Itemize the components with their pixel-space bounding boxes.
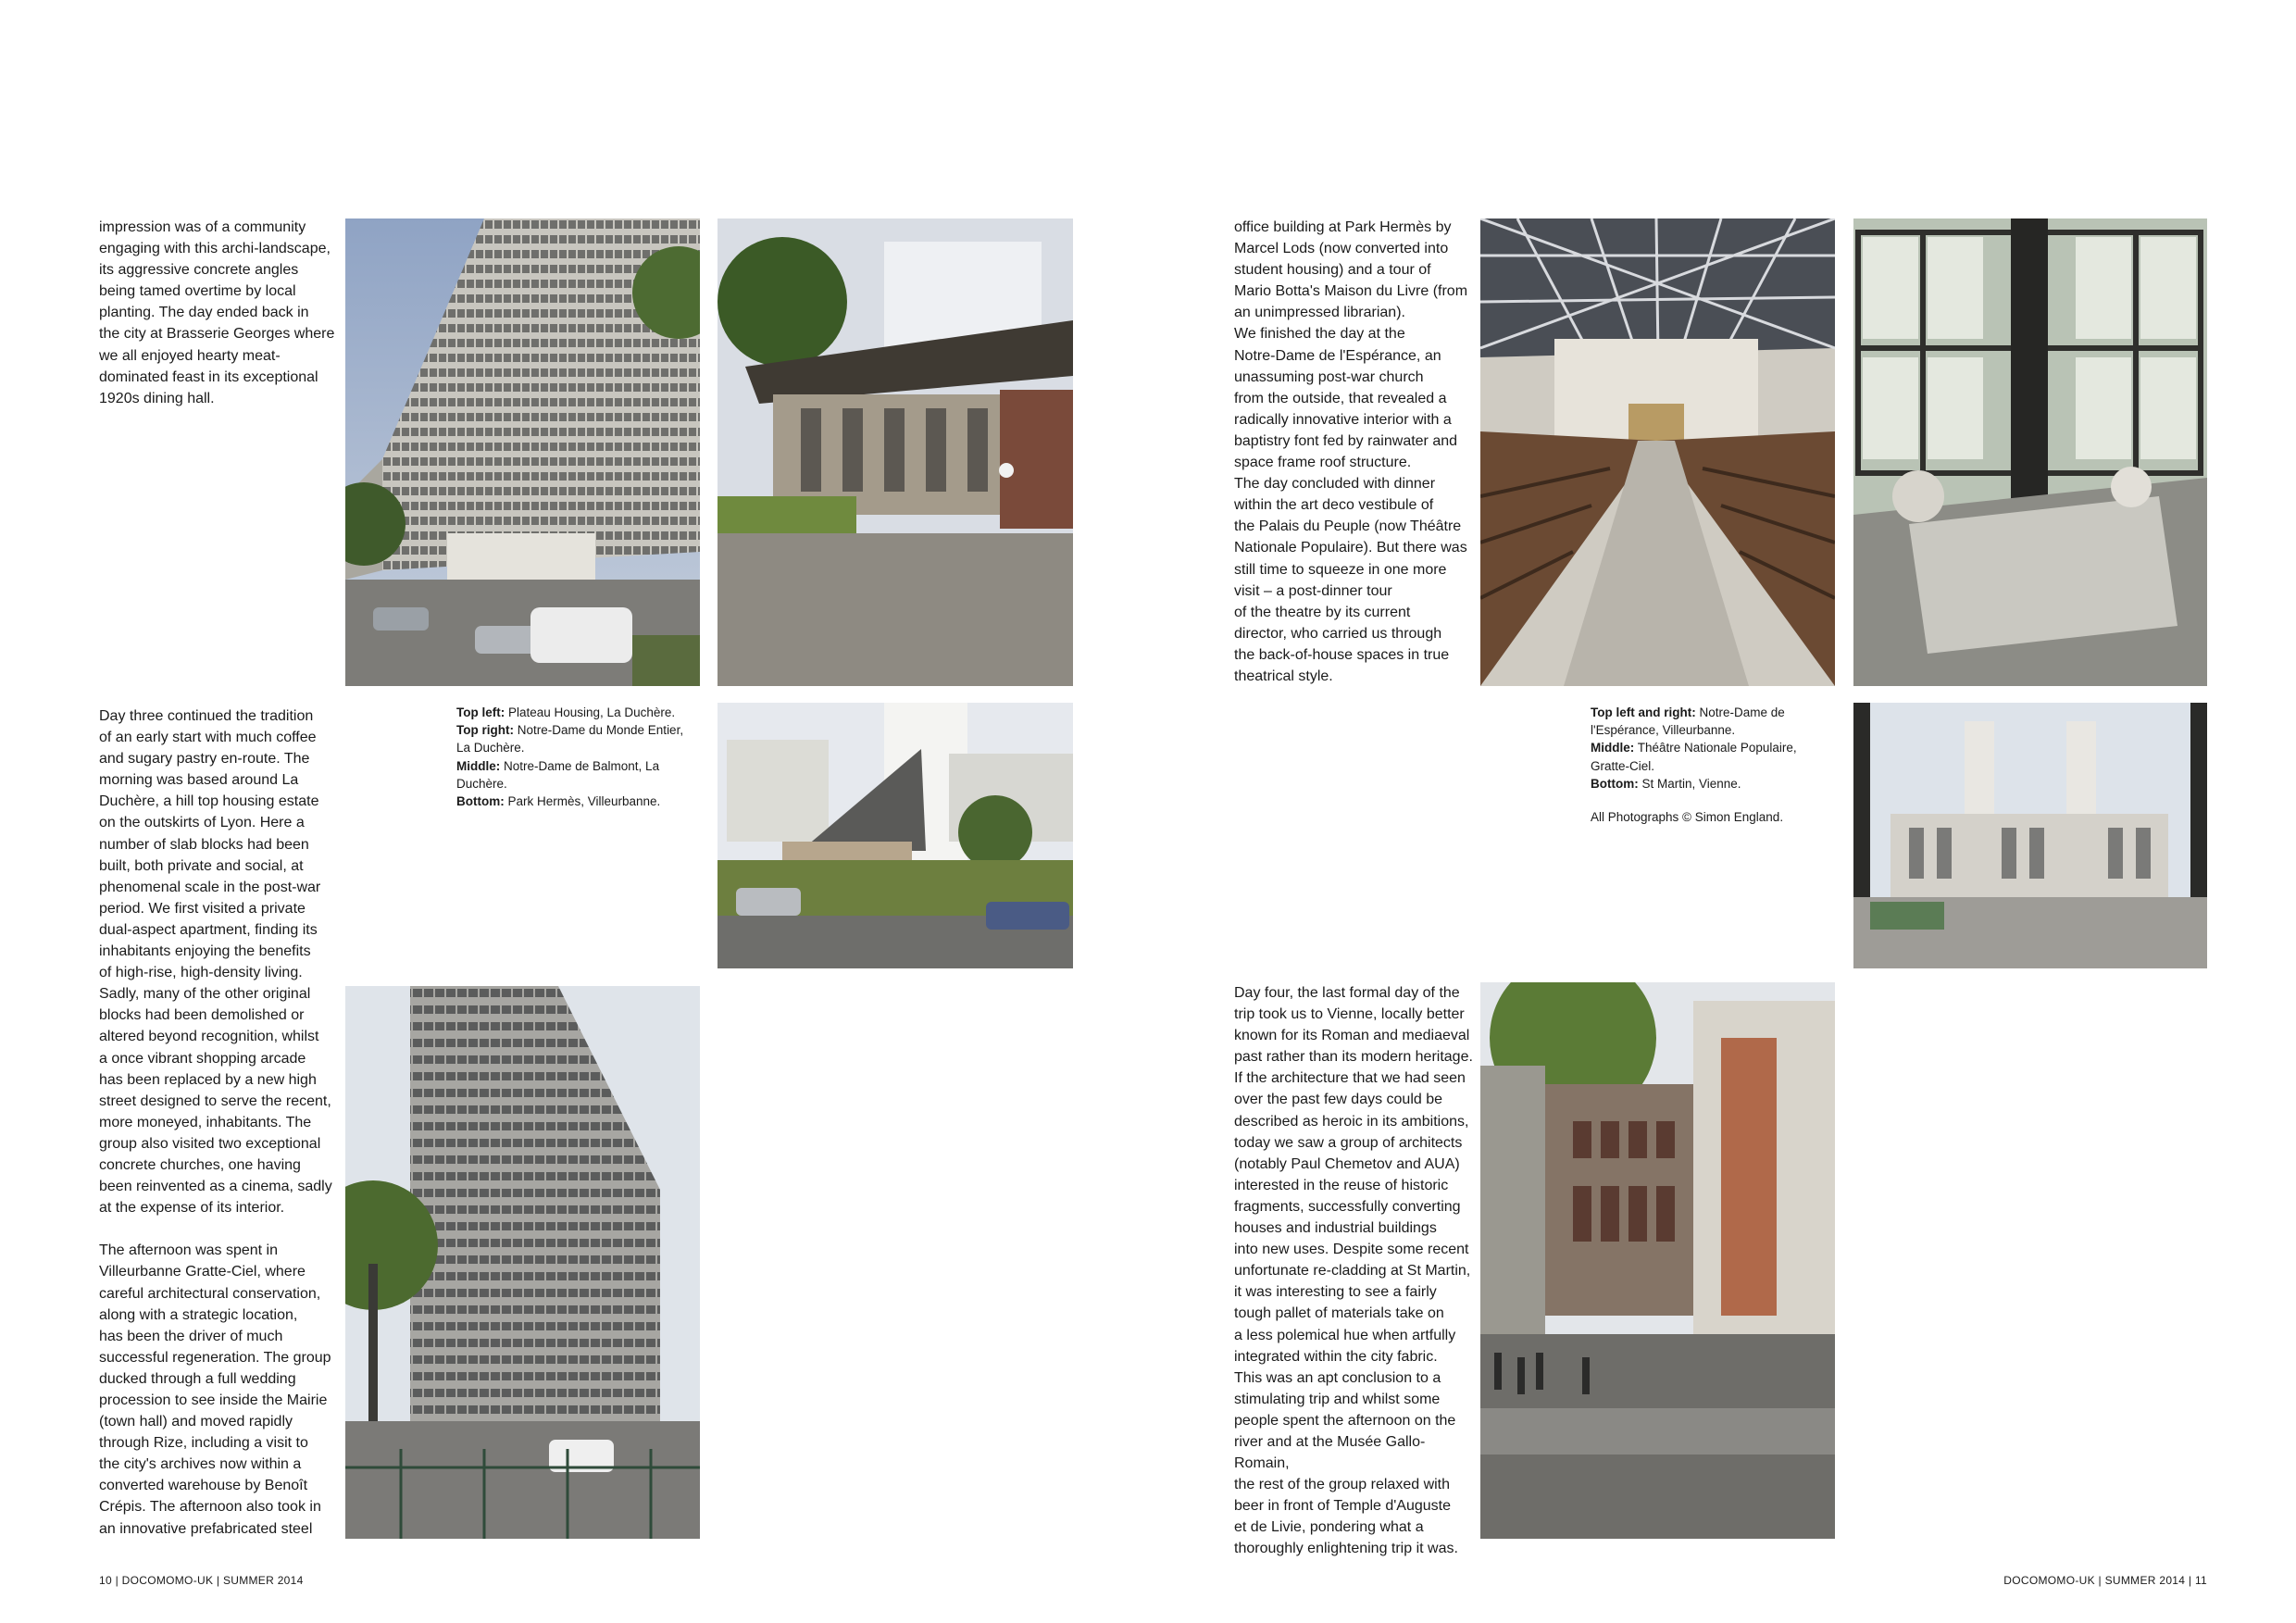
caption-text: l'Espérance, Villeurbanne. xyxy=(1591,723,1736,738)
caption-text: Notre-Dame de xyxy=(1695,705,1785,719)
church-balmont-photo xyxy=(718,703,1073,968)
plateau-housing-photo xyxy=(345,218,700,686)
caption-text: St Martin, Vienne. xyxy=(1638,776,1741,791)
left-page-footer: 10 | DOCOMOMO-UK | SUMMER 2014 xyxy=(99,1574,304,1587)
right-body-top: office building at Park Hermès by Marcel Lods (now converted into student housing) and a tour of Mario Botta's Maison du Livre (from an unimpressed librarian). We finished the day at the Notre-Dame de l'Espérance, an unassuming post-war church from the outside, that revealed a radically innovative interior with a baptistry font fed by rainwater and space frame roof structure. The day concluded with dinner within the art deco vestibule of the Palais du Peuple (now Théâtre Nationale Populaire). But there was still time to squeeze in one more visit – a post-dinner tour of the theatre by its current director, who carried us through the back-of-house spaces in true theatrical style. xyxy=(1234,219,1468,684)
caption-label: Middle: xyxy=(456,758,501,773)
caption-label: Bottom: xyxy=(1591,776,1639,791)
theatre-populaire-photo xyxy=(1853,703,2207,968)
caption-text: Notre-Dame du Monde Entier, xyxy=(513,723,684,738)
esperance-font-photo xyxy=(1853,218,2207,686)
caption-text: Duchère. xyxy=(456,776,507,791)
caption-text: La Duchère. xyxy=(456,741,525,755)
caption-label: Top left: xyxy=(456,705,505,719)
st-martin-photo xyxy=(1480,982,1835,1539)
church-monde-entier-photo xyxy=(718,218,1073,686)
caption-label: Bottom: xyxy=(456,794,505,809)
photo-credit: All Photographs © Simon England. xyxy=(1591,810,1784,825)
left-body-top: impression was of a community engaging with this archi-landscape, its aggressive concrete angles being tamed overtime by local planting. The day ended back in the city at Brasserie Georges where we all enjoyed hearty meat- dominated feast in its exceptional 1920s dining hall. xyxy=(99,219,335,406)
right-caption xyxy=(1591,704,1831,826)
caption-text: Notre-Dame de Balmont, La xyxy=(500,758,660,773)
caption-label: Top right: xyxy=(456,723,514,738)
caption-text: Théâtre Nationale Populaire, xyxy=(1634,741,1797,755)
esperance-interior-photo xyxy=(1480,218,1835,686)
caption-text: Gratte-Ciel. xyxy=(1591,758,1655,773)
caption-label: Middle: xyxy=(1591,741,1635,755)
left-body-bottom: Day three continued the tradition of an early start with much coffee and sugary pastry en-route. The morning was based around La Duchère, a hill top housing estate on the outskirts of Lyon. Here a number of slab blocks had been built, both private and social, at phenomenal scale in the post-war period. We first visited a private dual-aspect apartment, finding its inhabitants enjoying the benefits of high-rise, high-density living. Sadly, many of the other original blocks had been demolished or altered beyond recognition, whilst a once vibrant shopping arcade has been replaced by a new high street designed to serve the recent, more moneyed, inhabitants. The group also visited two exceptional concrete churches, one having been reinvented as a cinema, sadly at the expense of its interior. The afternoon was spent in Villeurbanne Gratte-Ciel, where careful architectural conservation, along with a strategic location, has been the driver of much successful regeneration. The group ducked through a full wedding procession to see inside the Mairie (town hall) and moved rapidly through Rize, including a visit to the city's archives now within a converted warehouse by Benoît Crépis. The afternoon also took in an innovative prefabricated steel xyxy=(99,708,332,1537)
right-body-bottom: Day four, the last formal day of the trip took us to Vienne, locally better known for its Roman and mediaeval past rather than its modern heritage. If the architecture that we had seen over the past few days could be described as heroic in its ambitions, today we saw a group of architects (notably Paul Chemetov and AUA) interested in the reuse of historic fragments, successfully converting houses and industrial buildings into new uses. Despite some recent unfortunate re-cladding at St Martin, it was interesting to see a fairly tough pallet of materials take on a less polemical hue when artfully integrated within the city fabric. This was an apt conclusion to a stimulating trip and whilst some people spent the afternoon on the river and at the Musée Gallo-Romain, the rest of the group relaxed with beer in front of Temple d'Auguste et de Livie, pondering what a thoroughly enlightening trip it was. xyxy=(1234,985,1473,1557)
park-hermes-photo xyxy=(345,986,700,1539)
caption-text: Park Hermès, Villeurbanne. xyxy=(504,794,661,809)
left-caption xyxy=(456,704,697,810)
right-page-footer: DOCOMOMO-UK | SUMMER 2014 | 11 xyxy=(2003,1574,2207,1587)
caption-text: Plateau Housing, La Duchère. xyxy=(505,705,676,719)
caption-label: Top left and right: xyxy=(1591,705,1696,719)
